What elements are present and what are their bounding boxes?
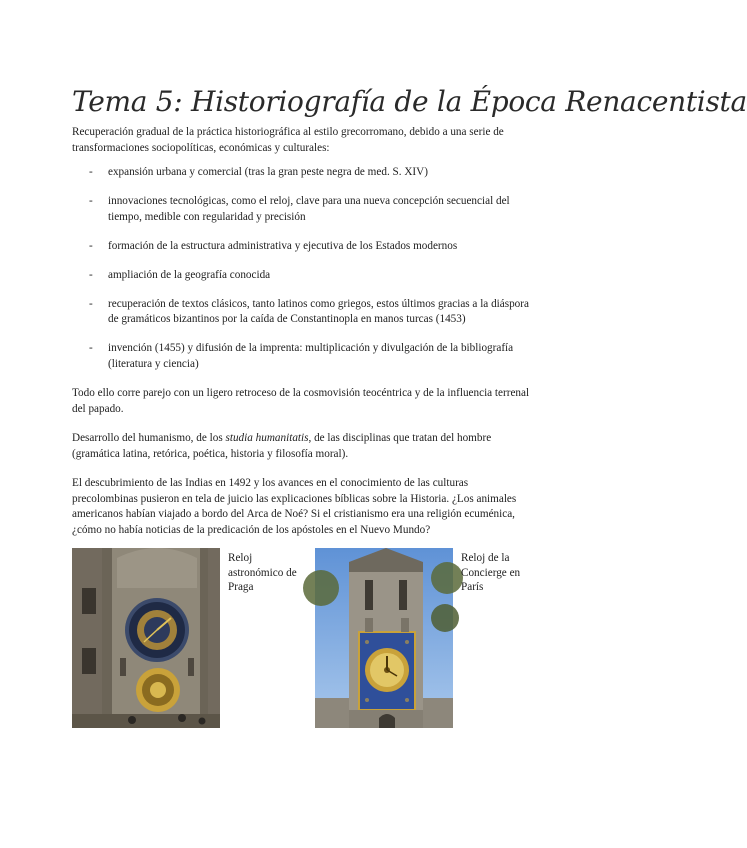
list-item: - innovaciones tecnológicas, como el reloj, clave para una nueva concepción secuencial del tiempo, medible con regularidad y precisión [89, 195, 510, 223]
bullet-marker: - [89, 268, 93, 281]
list-item: - formación de la estructura administrativa y ejecutiva de los Estados modernos [72, 239, 532, 255]
bullet-marker: - [89, 166, 93, 178]
list-item: - expansión urbana y comercial (tras la gran peste negra de med. S. XIV) [72, 165, 532, 181]
prague-astronomical-clock-photo [72, 548, 220, 728]
bullet-marker: - [89, 342, 93, 354]
latin-term: studia humanitatis [225, 432, 309, 444]
list-item: - recuperación de textos clásicos, tanto latinos como griegos, estos últimos gracias a la diáspora de gramáticos bizantinos por la caída de Constantinopla en manos turcas (1453) [89, 297, 529, 325]
humanismo-paragraph: Desarrollo del humanismo, de los studia humanitatis, de las disciplinas que tratan del hombre (gramática latina, retórica, poética, historia y filosofía moral). [72, 432, 492, 460]
teocentrismo-paragraph: Todo ello corre parejo con un ligero retroceso de la cosmovisión teocéntrica y de la influencia terrenal del papado. [72, 387, 530, 415]
page-title: Tema 5: Historiografía de la Época Renacentista [72, 84, 747, 118]
bullet-marker: - [89, 195, 93, 207]
figure-caption: Reloj astronómico de Praga [228, 552, 297, 594]
intro-paragraph: Recuperación gradual de la práctica historiográfica al estilo grecorromano, debido a una serie de transformaciones sociopolíticas, económicas y culturales: [72, 126, 504, 154]
figure-caption: Reloj de la Concierge en París [461, 552, 521, 594]
list-item: - invención (1455) y difusión de la imprenta: multiplicación y divulgación de la bibliografía (literatura y ciencia) [89, 342, 514, 370]
indias-paragraph: El descubrimiento de las Indias en 1492 y los avances en el conocimiento de las culturas precolombinas pusieron en tela de juicio las explicaciones bíblicas sobre la Historia. ¿Los animales americanos habían viajado a bordo del Arca de Noé? Si el cristianismo era una religión ecuménica, ¿cómo no había noticias de la predicación de los apóstoles en el Nuevo Mundo? [72, 477, 517, 536]
bullet-marker: - [89, 297, 93, 310]
bullet-marker: - [89, 239, 93, 252]
bullet-list [72, 165, 532, 386]
conciergerie-clock-photo [315, 548, 453, 728]
list-item: - ampliación de la geografía conocida [72, 268, 532, 284]
